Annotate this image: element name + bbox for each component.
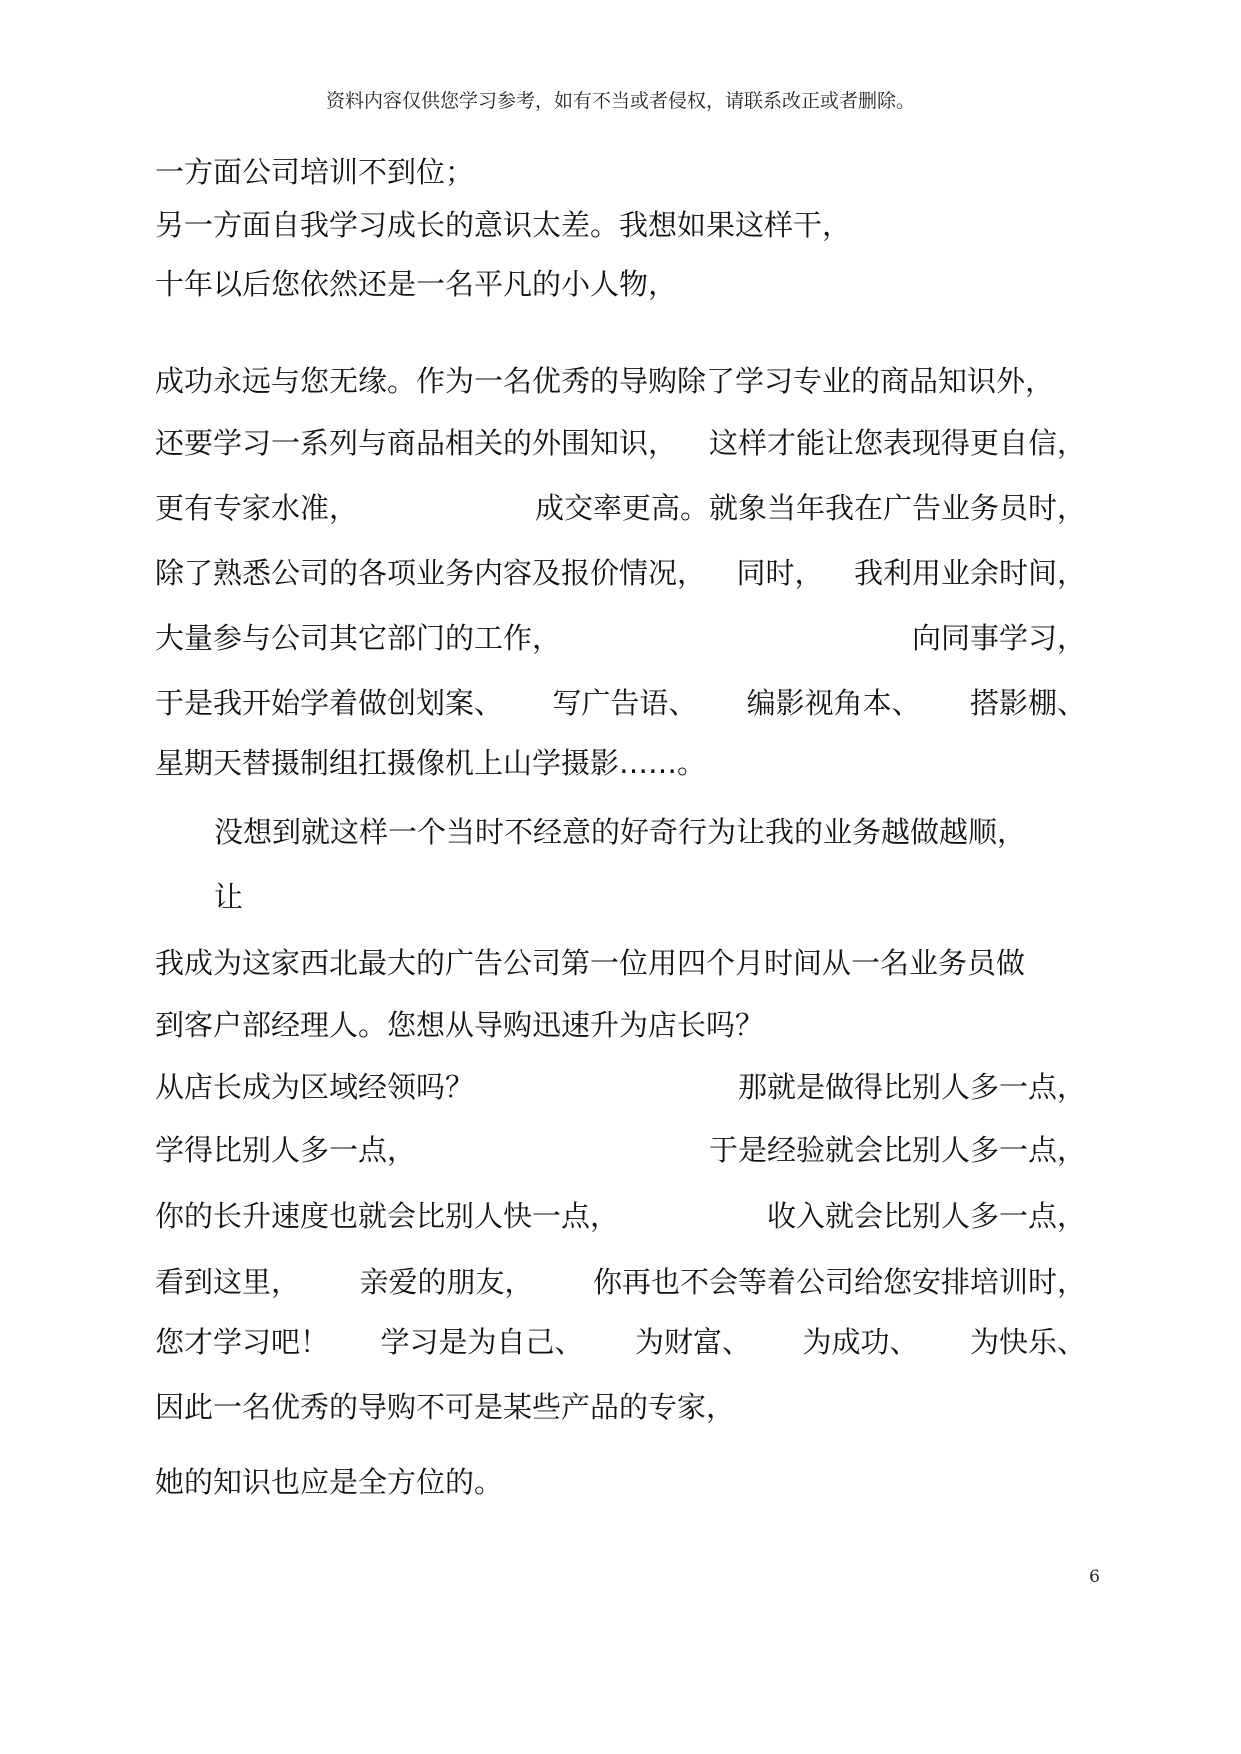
text-segment: 收入就会比别人多一点，	[766, 1199, 1086, 1233]
page-number: 6	[1089, 1567, 1100, 1587]
text-line-19	[155, 1322, 1086, 1362]
text-segment: 于是我开始学着做创划案、	[155, 686, 504, 720]
text-segment: 亲爱的朋友，	[359, 1265, 534, 1299]
text-segment: 这样才能让您表现得更自信，	[708, 426, 1086, 460]
text-segment: 学习是为自己、	[380, 1325, 584, 1359]
text-segment: 星期天替摄制组扛摄像机上山学摄影……。	[155, 746, 707, 780]
text-segment: 到客户部经理人。您想从导购迅速升为店长吗？	[155, 1008, 765, 1042]
text-segment: 为财富、	[634, 1325, 751, 1359]
text-line-2	[155, 205, 851, 245]
text-line-17	[155, 1196, 1086, 1236]
text-segment: 你再也不会等着公司给您安排培训时，	[592, 1265, 1086, 1299]
text-line-20	[155, 1387, 735, 1427]
text-segment: 让	[214, 880, 244, 914]
text-line-5	[155, 423, 1086, 463]
text-segment: 写广告语、	[552, 686, 698, 720]
text-segment: 为成功、	[802, 1325, 919, 1359]
text-segment: 为快乐、	[969, 1325, 1086, 1359]
text-segment: 看到这里，	[155, 1265, 301, 1299]
text-segment: 因此一名优秀的导购不可是某些产品的专家，	[155, 1390, 736, 1424]
text-segment: 另一方面自我学习成长的意识太差。我想如果这样干，	[155, 208, 852, 242]
text-line-7	[155, 553, 1086, 593]
text-segment: 同时，	[736, 556, 824, 590]
text-line-21	[155, 1462, 503, 1502]
text-segment: 大量参与公司其它部门的工作，	[155, 621, 562, 655]
text-line-6	[155, 488, 1086, 528]
text-segment: 成交率更高。就象当年我在广告业务员时，	[534, 491, 1086, 525]
text-segment: 一方面公司培训不到位；	[155, 155, 475, 189]
text-segment: 她的知识也应是全方位的。	[155, 1465, 504, 1499]
text-line-3	[155, 264, 677, 304]
text-segment: 从店长成为区域经领吗？	[155, 1070, 475, 1104]
text-segment: 您才学习吧！	[155, 1325, 330, 1359]
text-line-11	[214, 812, 1026, 852]
text-segment: 我成为这家西北最大的广告公司第一位用四个月时间从一名业务员做	[155, 946, 1026, 980]
text-segment: 学得比别人多一点，	[155, 1133, 417, 1167]
text-line-18	[155, 1262, 1086, 1302]
text-line-1	[155, 152, 474, 192]
text-segment: 十年以后您依然还是一名平凡的小人物，	[155, 267, 678, 301]
text-line-9	[155, 683, 1086, 723]
text-segment: 编影视角本、	[746, 686, 921, 720]
text-line-12	[214, 877, 243, 917]
text-line-16	[155, 1130, 1086, 1170]
text-segment: 向同事学习，	[911, 621, 1086, 655]
text-segment: 我利用业余时间，	[853, 556, 1086, 590]
text-segment: 搭影棚、	[969, 686, 1086, 720]
text-segment: 那就是做得比别人多一点，	[737, 1070, 1086, 1104]
text-line-10	[155, 743, 706, 783]
text-segment: 除了熟悉公司的各项业务内容及报价情况，	[155, 556, 707, 590]
text-line-14	[155, 1005, 764, 1045]
text-segment: 你的长升速度也就会比别人快一点，	[155, 1199, 620, 1233]
text-line-15	[155, 1067, 1086, 1107]
text-line-8	[155, 618, 1086, 658]
text-segment: 更有专家水准，	[155, 491, 359, 525]
text-segment: 没想到就这样一个当时不经意的好奇行为让我的业务越做越顺，	[214, 815, 1027, 849]
text-line-13	[155, 943, 1025, 983]
text-segment: 还要学习一系列与商品相关的外围知识，	[155, 426, 678, 460]
text-segment: 于是经验就会比别人多一点，	[708, 1133, 1086, 1167]
text-segment: 成功永远与您无缘。作为一名优秀的导购除了学习专业的商品知识外，	[155, 364, 1055, 398]
text-line-4	[155, 361, 1054, 401]
disclaimer-header: 资料内容仅供您学习参考，如有不当或者侵权，请联系改正或者删除。	[325, 90, 915, 112]
